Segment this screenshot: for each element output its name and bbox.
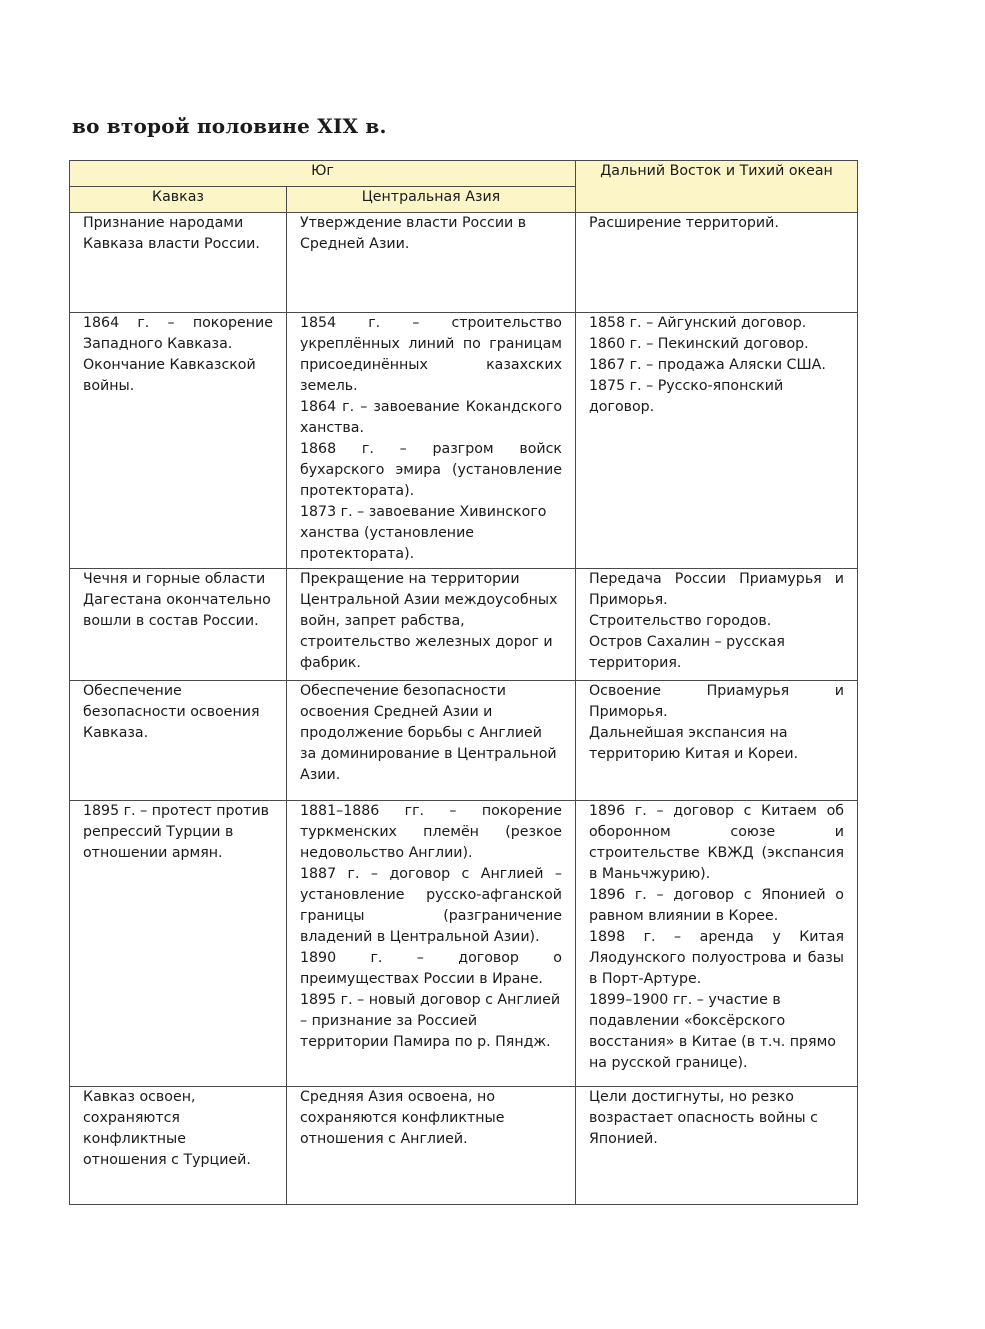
cell-line: Цели достигнуты, но резко возрастает опасность войны с Японией. <box>589 1089 818 1147</box>
cell-caucasus <box>70 213 287 313</box>
cell-line: Строительство городов. <box>589 613 772 629</box>
cell-line: Обеспечение безопасности освоения Кавказа. <box>83 683 260 741</box>
cell-far-east <box>576 801 858 1087</box>
cell-far-east <box>576 569 858 681</box>
cell-caucasus <box>70 801 287 1087</box>
cell-line: 1867 г. – продажа Аляски США. <box>589 357 826 373</box>
header-caucasus: Кавказ <box>70 187 287 213</box>
cell-far-east <box>576 213 858 313</box>
header-far-east: Дальний Восток и Тихий океан <box>576 161 858 213</box>
cell-line: Признание народами Кавказа власти России. <box>83 215 260 252</box>
cell-line: Расширение территорий. <box>589 215 779 231</box>
cell-caucasus <box>70 681 287 801</box>
cell-line: 1858 г. – Айгунский договор. <box>589 315 807 331</box>
cell-central-asia <box>287 313 576 569</box>
cell-line: Кавказ освоен, сохраняются конфликтные отношения с Турцией. <box>83 1089 251 1168</box>
cell-far-east <box>576 1087 858 1205</box>
cell-line: Окончание Кавказской войны. <box>83 357 256 394</box>
table-row <box>70 1087 858 1205</box>
table-row <box>70 313 858 569</box>
cell-central-asia <box>287 213 576 313</box>
cell-caucasus <box>70 1087 287 1205</box>
cell-line: 1864 г. – покорение Западного Кавказа. <box>83 315 273 352</box>
page-title: во второй половине XIX в. <box>72 114 387 138</box>
table-row <box>70 569 858 681</box>
cell-caucasus <box>70 313 287 569</box>
cell-far-east <box>576 681 858 801</box>
cell-line: 1875 г. – Русско-японский договор. <box>589 378 784 415</box>
cell-line: Остров Сахалин – русская территория. <box>589 634 785 671</box>
cell-line: Дальнейшая экспансия на территорию Китая и Кореи. <box>589 725 799 762</box>
cell-line: 1899–1900 гг. – участие в подавлении «боксёрского восстания» в Китае (в т.ч. прямо на русской границе). <box>589 992 836 1071</box>
cell-central-asia <box>287 569 576 681</box>
cell-line: Прекращение на территории Центральной Азии междоусобных войн, запрет рабства, строительство железных дорог и фабрик. <box>300 571 558 671</box>
cell-line: 1868 г. – разгром войск бухарского эмира (установление протектората). <box>300 441 562 499</box>
cell-line: Обеспечение безопасности освоения Средней Азии и продолжение борьбы с Англией за доминирование в Центральной Азии. <box>300 683 557 783</box>
cell-line: 1898 г. – аренда у Китая Ляодунского полуострова и базы в Порт-Артуре. <box>589 929 844 987</box>
cell-line: Утверждение власти России в Средней Азии. <box>300 215 527 252</box>
cell-line: 1896 г. – договор с Китаем об оборонном союзе и строительстве КВЖД (экспансия в Маньчжурию). <box>589 803 844 882</box>
cell-line: 1873 г. – завоевание Хивинского ханства (установление протектората). <box>300 504 547 562</box>
cell-line: Чечня и горные области Дагестана окончательно вошли в состав России. <box>83 571 271 629</box>
cell-line: 1895 г. – протест против репрессий Турции в отношении армян. <box>83 803 270 861</box>
table-row <box>70 213 858 313</box>
cell-line: 1895 г. – новый договор с Англией – признание за Россией территории Памира по р. Пяндж. <box>300 992 561 1050</box>
cell-line: Средняя Азия освоена, но сохраняются конфликтные отношения с Англией. <box>300 1089 505 1147</box>
cell-central-asia <box>287 801 576 1087</box>
header-central-asia: Центральная Азия <box>287 187 576 213</box>
cell-central-asia <box>287 1087 576 1205</box>
cell-line: 1860 г. – Пекинский договор. <box>589 336 809 352</box>
cell-caucasus <box>70 569 287 681</box>
history-table <box>69 160 858 1205</box>
cell-line: 1864 г. – завоевание Кокандского ханства. <box>300 399 562 436</box>
cell-line: 1887 г. – договор с Англией – установление русско-афганской границы (разграничение владений в Центральной Азии). <box>300 866 562 945</box>
cell-far-east <box>576 313 858 569</box>
header-group-south: Юг <box>70 161 576 187</box>
cell-line: 1896 г. – договор с Японией о равном влиянии в Корее. <box>589 887 844 924</box>
cell-central-asia <box>287 681 576 801</box>
cell-line: Освоение Приамурья и Приморья. <box>589 683 844 720</box>
table-row <box>70 681 858 801</box>
table-row <box>70 801 858 1087</box>
cell-line: Передача России Приамурья и Приморья. <box>589 571 844 608</box>
cell-line: 1890 г. – договор о преимуществах России в Иране. <box>300 950 562 987</box>
cell-line: 1854 г. – строительство укреплённых линий по границам присоединённых казахских земель. <box>300 315 562 394</box>
cell-line: 1881–1886 гг. – покорение туркменских племён (резкое недовольство Англии). <box>300 803 562 861</box>
